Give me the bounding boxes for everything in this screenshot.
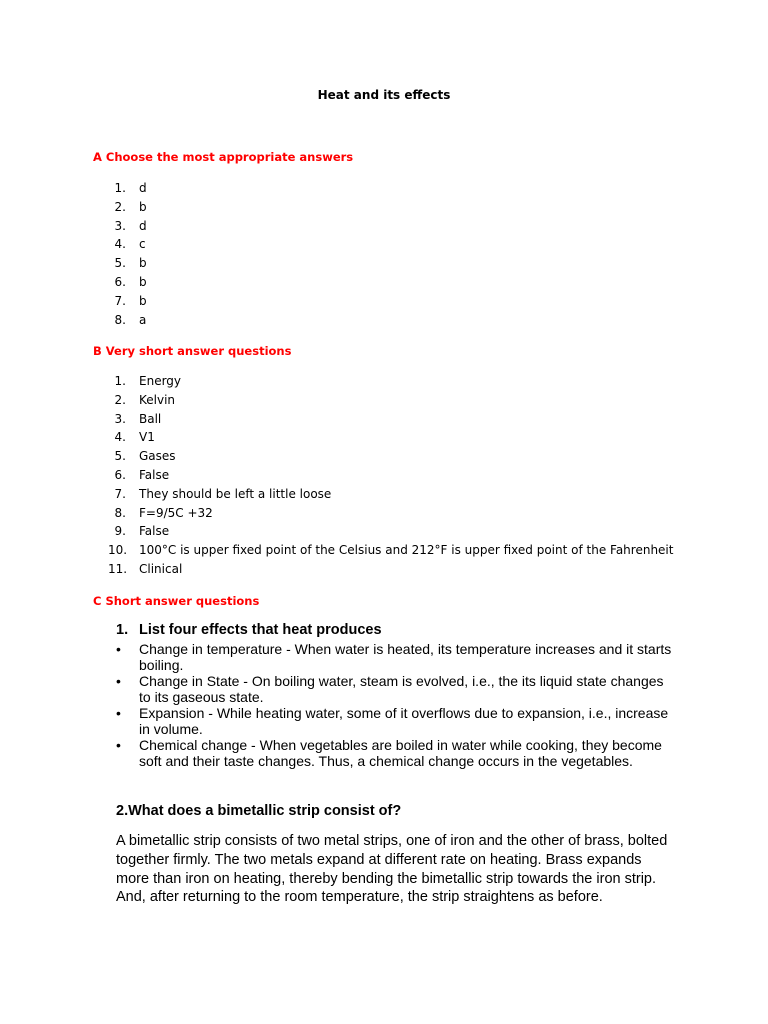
question-2-title: 2.What does a bimetallic strip consist of? xyxy=(116,803,402,819)
question-text: List four effects that heat produces xyxy=(139,622,382,638)
item-number: 10. xyxy=(108,543,128,558)
list-item xyxy=(108,179,147,198)
item-number: 8. xyxy=(114,312,126,327)
item-text: False xyxy=(139,467,170,482)
list-item xyxy=(108,466,673,485)
item-text: V1 xyxy=(139,430,155,445)
item-text: Kelvin xyxy=(139,392,176,407)
question-2-answer: A bimetallic strip consists of two metal strips, one of iron and the other of brass, bolted together firmly. The two metals expand at different rate on heating. Brass expands more than iron on heating, thereby bending the bimetallic strip towards the iron strip. And, after returning to the room temperature, the strip straightens as before. xyxy=(116,833,668,906)
list-item xyxy=(108,504,673,523)
list-item xyxy=(108,254,147,273)
item-number: 4. xyxy=(114,237,126,252)
list-item: • Change in State - On boiling water, steam is evolved, i.e., the its liquid state changes to its gaseous state. xyxy=(116,673,676,705)
item-number: 9. xyxy=(114,524,126,539)
item-text: b xyxy=(139,293,147,308)
item-text: False xyxy=(139,524,170,539)
list-item xyxy=(108,485,673,504)
item-number: 3. xyxy=(114,411,126,426)
heat-effects-list xyxy=(116,641,676,769)
item-text: b xyxy=(139,274,147,289)
list-item xyxy=(108,372,673,391)
section-a-answer-list xyxy=(108,179,147,329)
item-number: 5. xyxy=(114,256,126,271)
item-text: They should be left a little loose xyxy=(139,486,332,501)
item-text: d xyxy=(139,218,147,233)
item-text: d xyxy=(139,181,147,195)
list-item xyxy=(108,235,147,254)
list-item: • Chemical change - When vegetables are boiled in water while cooking, they become soft and their taste changes. Thus, a chemical change occurs in the vegetables. xyxy=(116,737,676,769)
item-number: 6. xyxy=(114,274,126,289)
item-number: 7. xyxy=(114,293,126,308)
list-item xyxy=(108,391,673,410)
list-item: • Change in temperature - When water is heated, its temperature increases and it starts boiling. xyxy=(116,641,676,673)
item-number: 1. xyxy=(114,181,126,195)
list-item: • Expansion - While heating water, some of it overflows due to expansion, i.e., increase in volume. xyxy=(116,705,676,737)
question-1-title xyxy=(116,622,382,638)
list-item xyxy=(108,522,673,541)
document-title: Heat and its effects xyxy=(317,88,451,102)
item-text: Gases xyxy=(139,449,176,464)
item-text: b xyxy=(139,199,147,214)
list-item xyxy=(108,198,147,217)
section-b-heading: B Very short answer questions xyxy=(93,344,292,358)
list-item xyxy=(108,311,147,330)
section-a-heading: A Choose the most appropriate answers xyxy=(93,150,354,164)
item-number: 5. xyxy=(114,449,126,464)
item-number: 8. xyxy=(114,505,126,520)
question-number: 1. xyxy=(116,622,129,638)
section-b-answer-list xyxy=(108,372,673,579)
item-text: Energy xyxy=(139,374,182,388)
item-number: 3. xyxy=(114,218,126,233)
item-text: a xyxy=(139,312,147,327)
list-item xyxy=(108,217,147,236)
list-item xyxy=(108,447,673,466)
list-item xyxy=(108,410,673,429)
item-number: 7. xyxy=(114,486,126,501)
item-number: 2. xyxy=(114,392,126,407)
item-text: F=9/5C +32 xyxy=(139,505,213,520)
item-text: Clinical xyxy=(139,561,183,576)
item-text: c xyxy=(139,237,146,252)
item-number: 2. xyxy=(114,199,126,214)
item-number: 6. xyxy=(114,467,126,482)
item-text: Ball xyxy=(139,411,162,426)
item-number: 4. xyxy=(114,430,126,445)
list-item xyxy=(108,428,673,447)
section-c-heading: C Short answer questions xyxy=(93,594,260,608)
list-item xyxy=(108,292,147,311)
item-number: 1. xyxy=(114,374,126,388)
list-item xyxy=(108,273,147,292)
list-item xyxy=(108,560,673,579)
item-number: 11. xyxy=(108,561,128,576)
list-item xyxy=(108,541,673,560)
item-text: 100°C is upper fixed point of the Celsius and 212°F is upper fixed point of the Fahrenheit xyxy=(139,543,674,558)
item-text: b xyxy=(139,256,147,271)
